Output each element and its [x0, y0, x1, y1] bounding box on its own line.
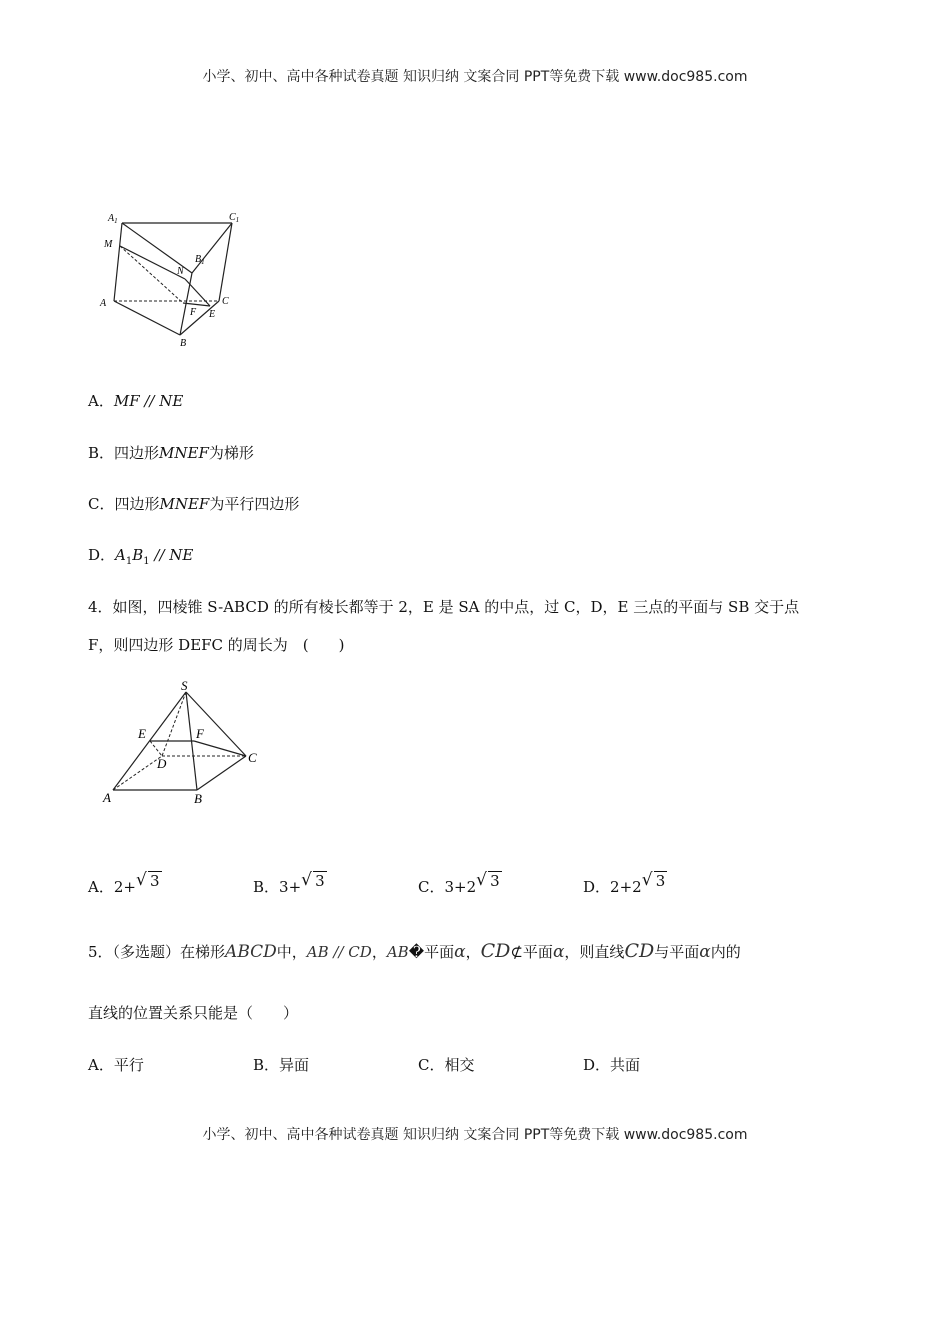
label-A: A — [100, 298, 107, 309]
q5-option-a: A．平行 — [88, 1056, 144, 1074]
label-E: E — [209, 309, 216, 320]
label-A1: $A_1$ — [108, 213, 118, 225]
q5-line1: 5．（多选题）在梯形ABCD中，AB // CD，AB�平面α，CD⊄平面α，则直线CD与平面α内的 — [88, 940, 741, 962]
label-M: M — [104, 239, 113, 250]
q3-option-a: A．MF // NE — [88, 392, 184, 410]
prism-figure — [92, 205, 252, 355]
q4-option-a: A．2+√ 3 — [88, 872, 162, 897]
q5-line2: 直线的位置关系只能是（ ） — [88, 1004, 299, 1022]
q4-line1: 4．如图，四棱锥 S-ABCD 的所有棱长都等于 2，E 是 SA 的中点，过 C，D，E 三点的平面与 SB 交于点 — [88, 598, 800, 616]
label-D: D — [157, 756, 167, 771]
q4-option-d: D．2+2√ 3 — [583, 872, 667, 897]
q5-option-d: D．共面 — [583, 1056, 641, 1074]
q4-option-b: B．3+√ 3 — [253, 872, 327, 897]
label-C: C — [222, 296, 229, 307]
label-S: S — [181, 678, 188, 693]
page-footer: 小学、初中、高中各种试卷真题 知识归纳 文案合同 PPT等免费下载 www.doc985.com — [202, 1127, 748, 1143]
q5-option-b: B．异面 — [253, 1056, 310, 1074]
label-F: F — [196, 726, 204, 741]
q3-option-b: B．四边形MNEF为梯形 — [88, 444, 254, 462]
label-C: C — [248, 750, 257, 765]
q4-option-c: C．3+2√ 3 — [418, 872, 502, 897]
label-E: E — [138, 726, 146, 741]
q3-option-d: D．$A_1B_1$ // NE — [88, 546, 194, 567]
pyramid-figure — [100, 678, 270, 808]
label-B1: $B_1$ — [195, 254, 205, 266]
page-header: 小学、初中、高中各种试卷真题 知识归纳 文案合同 PPT等免费下载 www.doc985.com — [202, 69, 748, 85]
label-B: B — [180, 338, 187, 349]
q3-option-c: C．四边形MNEF为平行四边形 — [88, 495, 300, 513]
label-C1: $C_1$ — [229, 212, 240, 224]
q5-option-c: C．相交 — [418, 1056, 475, 1074]
label-B: B — [194, 791, 202, 806]
label-A: A — [103, 790, 111, 805]
q4-line2: F，则四边形 DEFC 的周长为 ( ) — [88, 636, 345, 654]
label-N: N — [177, 266, 184, 277]
label-F: F — [190, 307, 197, 318]
